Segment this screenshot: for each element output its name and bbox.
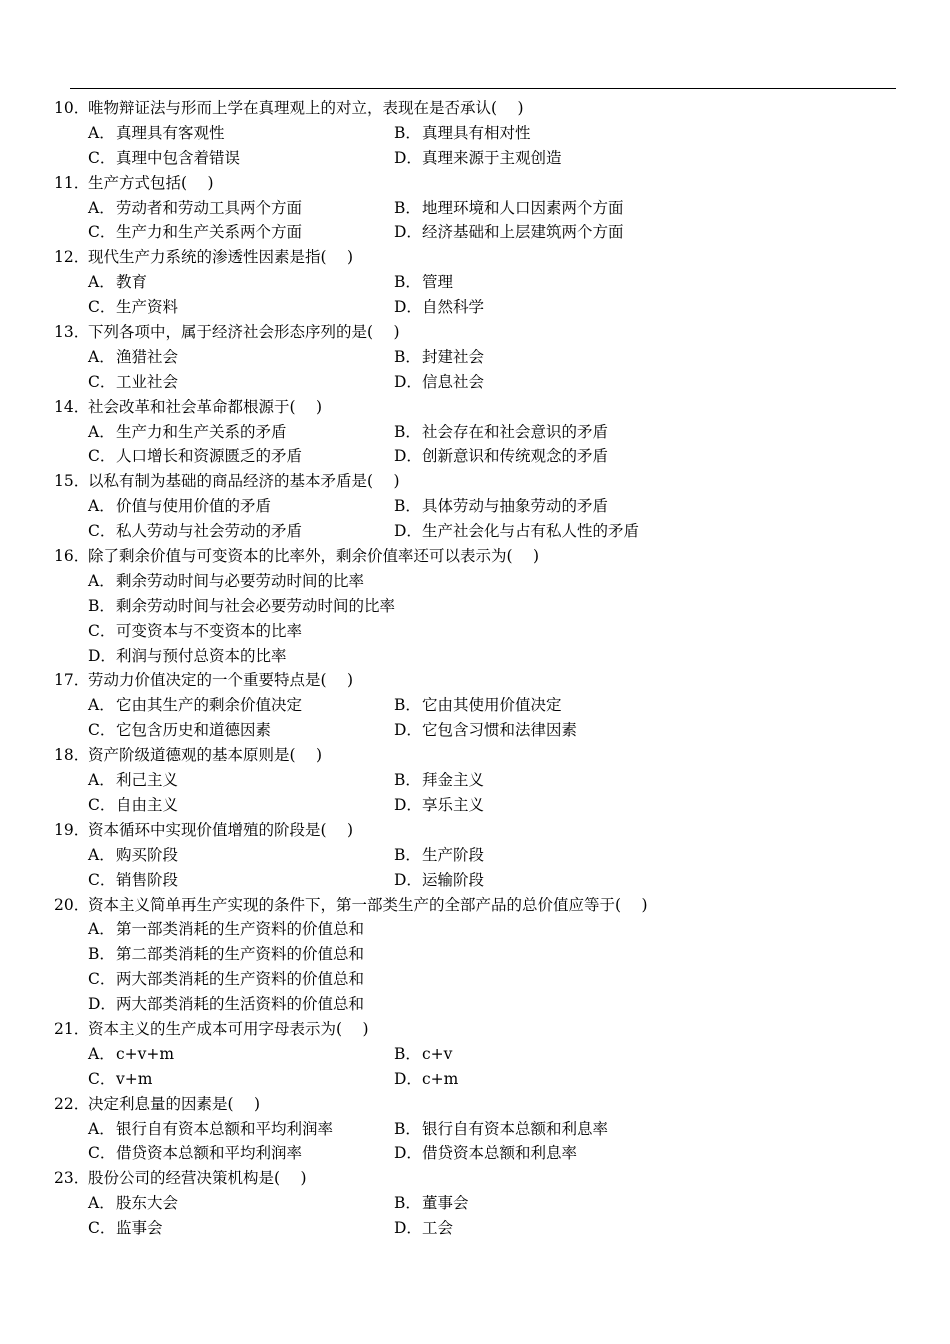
option-text: 具体劳动与抽象劳动的矛盾	[422, 497, 609, 516]
answer-option	[394, 121, 531, 146]
question-stem	[54, 320, 914, 345]
question-number: 21．	[54, 1019, 90, 1038]
answer-option	[88, 121, 394, 146]
answer-option	[88, 1067, 394, 1092]
option-text: 剩余劳动时间与必要劳动时间的比率	[116, 571, 365, 590]
answer-option	[88, 693, 394, 718]
option-label: B．	[394, 123, 421, 142]
option-text: c+v	[422, 1044, 453, 1063]
answer-option	[394, 1141, 577, 1166]
option-text: 享乐主义	[422, 795, 485, 814]
option-text: 购买阶段	[116, 845, 179, 864]
options-row	[54, 967, 914, 992]
options-row	[54, 868, 914, 893]
option-text: v+m	[116, 1069, 153, 1088]
option-label: D．	[394, 148, 422, 167]
question-stem	[54, 743, 914, 768]
option-label: D．	[394, 522, 422, 541]
option-text: 销售阶段	[116, 870, 179, 889]
option-text: 价值与使用价值的矛盾	[116, 497, 272, 516]
question-text: 资本主义简单再生产实现的条件下，第一部类生产的全部产品的总价值应等于( )	[88, 895, 648, 914]
option-text: 真理具有相对性	[422, 123, 531, 142]
answer-option	[394, 868, 484, 893]
answer-option	[394, 519, 639, 544]
option-text: 生产资料	[116, 298, 179, 317]
answer-option	[88, 494, 394, 519]
answer-option	[394, 793, 484, 818]
question-stem	[54, 1017, 914, 1042]
question-number: 15．	[54, 472, 90, 491]
options-row	[54, 1141, 914, 1166]
answer-option	[88, 146, 394, 171]
answer-option	[88, 1042, 394, 1067]
question-number: 19．	[54, 820, 90, 839]
question-text: 资产阶级道德观的基本原则是( )	[88, 746, 323, 765]
option-label: D．	[88, 995, 116, 1014]
option-text: 生产力和生产关系的矛盾	[116, 422, 287, 441]
option-text: 真理具有客观性	[116, 123, 225, 142]
options-row	[54, 843, 914, 868]
options-row	[54, 693, 914, 718]
option-text: 第一部类消耗的生产资料的价值总和	[116, 920, 365, 939]
question-number: 18．	[54, 746, 90, 765]
answer-option	[394, 345, 484, 370]
option-label: A．	[88, 273, 115, 292]
option-text: 股东大会	[116, 1194, 179, 1213]
question-text: 以私有制为基础的商品经济的基本矛盾是( )	[88, 472, 400, 491]
answer-option	[394, 270, 453, 295]
options-row	[54, 121, 914, 146]
option-text: 经济基础和上层建筑两个方面	[422, 223, 624, 242]
question-number: 14．	[54, 397, 90, 416]
option-text: 借贷资本总额和利息率	[422, 1144, 578, 1163]
option-text: 监事会	[116, 1219, 163, 1238]
answer-option	[394, 843, 484, 868]
question-stem	[54, 171, 914, 196]
option-label: D．	[88, 646, 116, 665]
option-label: B．	[394, 198, 421, 217]
question-stem	[54, 469, 914, 494]
option-label: C．	[88, 1144, 116, 1163]
answer-option	[88, 444, 394, 469]
options-row	[54, 345, 914, 370]
options-row	[54, 619, 914, 644]
option-label: C．	[88, 721, 116, 740]
question-text: 资本主义的生产成本可用字母表示为( )	[88, 1019, 369, 1038]
answer-option	[88, 619, 302, 644]
answer-option	[88, 420, 394, 445]
option-text: 信息社会	[422, 372, 485, 391]
question-stem	[54, 395, 914, 420]
answer-option	[394, 1191, 469, 1216]
option-label: D．	[394, 870, 422, 889]
option-text: 它包含历史和道德因素	[116, 721, 272, 740]
option-label: A．	[88, 1044, 115, 1063]
options-row	[54, 220, 914, 245]
answer-option	[394, 1042, 452, 1067]
option-text: 生产力和生产关系两个方面	[116, 223, 303, 242]
answer-option	[88, 196, 394, 221]
options-row	[54, 1067, 914, 1092]
options-row	[54, 992, 914, 1017]
option-label: A．	[88, 1194, 115, 1213]
question-text: 唯物辩证法与形而上学在真理观上的对立，表现在是否承认( )	[88, 99, 524, 117]
option-text: 银行自有资本总额和利息率	[422, 1119, 609, 1138]
options-row	[54, 494, 914, 519]
option-text: 可变资本与不变资本的比率	[116, 621, 303, 640]
option-label: A．	[88, 696, 115, 715]
option-text: 它包含习惯和法律因素	[422, 721, 578, 740]
option-text: 两大部类消耗的生活资料的价值总和	[116, 995, 365, 1014]
options-row	[54, 768, 914, 793]
option-label: A．	[88, 571, 115, 590]
question-stem	[54, 818, 914, 843]
answer-option	[88, 793, 394, 818]
option-label: D．	[394, 223, 422, 242]
option-text: 生产阶段	[422, 845, 485, 864]
options-row	[54, 1191, 914, 1216]
answer-option	[88, 868, 394, 893]
options-row	[54, 917, 914, 942]
option-text: 董事会	[422, 1194, 469, 1213]
question-number: 16．	[54, 547, 90, 566]
option-label: C．	[88, 372, 116, 391]
option-label: A．	[88, 1119, 115, 1138]
option-text: 创新意识和传统观念的矛盾	[422, 447, 609, 466]
option-text: 剩余劳动时间与社会必要劳动时间的比率	[116, 596, 396, 615]
answer-option	[394, 370, 484, 395]
question-text: 下列各项中，属于经济社会形态序列的是( )	[88, 323, 400, 342]
answer-option	[394, 220, 624, 245]
option-label: B．	[394, 273, 421, 292]
option-label: B．	[394, 497, 421, 516]
option-text: 私人劳动与社会劳动的矛盾	[116, 522, 303, 541]
option-label: C．	[88, 223, 116, 242]
answer-option	[88, 295, 394, 320]
question-number: 17．	[54, 671, 90, 690]
option-label: B．	[394, 347, 421, 366]
question-stem	[54, 245, 914, 270]
option-text: 利己主义	[116, 771, 179, 790]
answer-option	[394, 768, 484, 793]
options-row	[54, 1117, 914, 1142]
answer-option	[88, 967, 364, 992]
question-stem	[54, 1092, 914, 1117]
options-row	[54, 1042, 914, 1067]
option-label: D．	[394, 447, 422, 466]
option-label: A．	[88, 920, 115, 939]
question-number: 23．	[54, 1169, 90, 1188]
question-number: 11．	[54, 173, 90, 192]
option-text: 银行自有资本总额和平均利润率	[116, 1119, 334, 1138]
option-label: D．	[394, 1069, 422, 1088]
answer-option	[88, 1141, 394, 1166]
option-text: 封建社会	[422, 347, 485, 366]
option-label: D．	[394, 721, 422, 740]
question-text: 决定利息量的因素是( )	[88, 1094, 261, 1113]
option-text: 自由主义	[116, 795, 179, 814]
option-text: 它由其使用价值决定	[422, 696, 562, 715]
option-text: 真理来源于主观创造	[422, 148, 562, 167]
option-text: 社会存在和社会意识的矛盾	[422, 422, 609, 441]
option-text: 渔猎社会	[116, 347, 179, 366]
option-label: B．	[394, 1119, 421, 1138]
question-text: 社会改革和社会革命都根源于( )	[88, 397, 323, 416]
option-text: 管理	[422, 273, 454, 292]
answer-option	[88, 594, 395, 619]
answer-option	[88, 718, 394, 743]
option-label: A．	[88, 497, 115, 516]
option-text: 工会	[422, 1219, 454, 1238]
option-label: C．	[88, 298, 116, 317]
question-text: 股份公司的经营决策机构是( )	[88, 1169, 307, 1188]
question-text: 除了剩余价值与可变资本的比率外，剩余价值率还可以表示为( )	[88, 547, 540, 566]
answer-option	[88, 370, 394, 395]
option-label: A．	[88, 123, 115, 142]
answer-option	[88, 220, 394, 245]
answer-option	[88, 942, 364, 967]
question-text: 生产方式包括( )	[88, 173, 214, 192]
option-text: 生产社会化与占有私人性的矛盾	[422, 522, 640, 541]
option-label: C．	[88, 148, 116, 167]
option-label: B．	[394, 422, 421, 441]
option-text: c+v+m	[116, 1044, 175, 1063]
answer-option	[88, 1117, 394, 1142]
option-label: D．	[394, 1144, 422, 1163]
question-stem	[54, 668, 914, 693]
question-text: 劳动力价值决定的一个重要特点是( )	[88, 671, 354, 690]
option-label: B．	[88, 945, 115, 964]
answer-option	[394, 1067, 458, 1092]
answer-option	[394, 420, 608, 445]
answer-option	[88, 345, 394, 370]
options-row	[54, 420, 914, 445]
header-rule	[70, 88, 896, 89]
answer-option	[88, 992, 364, 1017]
option-label: C．	[88, 970, 116, 989]
question-list	[54, 96, 914, 1241]
question-number: 20．	[54, 895, 90, 914]
options-row	[54, 942, 914, 967]
question-stem	[54, 893, 914, 918]
option-label: A．	[88, 347, 115, 366]
question-text: 资本循环中实现价值增殖的阶段是( )	[88, 820, 354, 839]
option-text: 工业社会	[116, 372, 179, 391]
option-label: B．	[394, 696, 421, 715]
options-row	[54, 644, 914, 669]
option-label: B．	[88, 596, 115, 615]
answer-option	[88, 917, 364, 942]
options-row	[54, 270, 914, 295]
answer-option	[88, 519, 394, 544]
options-row	[54, 519, 914, 544]
answer-option	[88, 1191, 394, 1216]
option-text: 利润与预付总资本的比率	[116, 646, 287, 665]
answer-option	[88, 644, 287, 669]
option-text: 真理中包含着错误	[116, 148, 241, 167]
option-label: D．	[394, 1219, 422, 1238]
answer-option	[88, 768, 394, 793]
option-label: A．	[88, 422, 115, 441]
option-label: A．	[88, 771, 115, 790]
options-row	[54, 718, 914, 743]
answer-option	[394, 494, 608, 519]
answer-option	[394, 1117, 608, 1142]
answer-option	[394, 146, 562, 171]
answer-option	[88, 270, 394, 295]
option-label: B．	[394, 1194, 421, 1213]
option-label: C．	[88, 522, 116, 541]
option-text: 拜金主义	[422, 771, 485, 790]
option-label: C．	[88, 1069, 116, 1088]
option-label: B．	[394, 1044, 421, 1063]
option-text: 两大部类消耗的生产资料的价值总和	[116, 970, 365, 989]
options-row	[54, 295, 914, 320]
option-text: 教育	[116, 273, 148, 292]
option-label: B．	[394, 845, 421, 864]
answer-option	[88, 1216, 394, 1241]
option-text: 自然科学	[422, 298, 485, 317]
option-text: 借贷资本总额和平均利润率	[116, 1144, 303, 1163]
option-label: D．	[394, 298, 422, 317]
option-text: 运输阶段	[422, 870, 485, 889]
options-row	[54, 594, 914, 619]
options-row	[54, 196, 914, 221]
option-label: A．	[88, 845, 115, 864]
options-row	[54, 146, 914, 171]
answer-option	[394, 693, 562, 718]
options-row	[54, 569, 914, 594]
answer-option	[394, 718, 577, 743]
answer-option	[394, 1216, 453, 1241]
option-label: A．	[88, 198, 115, 217]
option-label: D．	[394, 372, 422, 391]
answer-option	[88, 569, 364, 594]
option-label: C．	[88, 621, 116, 640]
option-label: C．	[88, 795, 116, 814]
option-label: D．	[394, 795, 422, 814]
option-label: B．	[394, 771, 421, 790]
options-row	[54, 793, 914, 818]
option-text: 地理环境和人口因素两个方面	[422, 198, 624, 217]
option-label: C．	[88, 447, 116, 466]
answer-option	[394, 444, 608, 469]
answer-option	[394, 295, 484, 320]
question-text: 现代生产力系统的渗透性因素是指( )	[88, 248, 354, 267]
question-number: 12．	[54, 248, 90, 267]
option-text: 第二部类消耗的生产资料的价值总和	[116, 945, 365, 964]
options-row	[54, 1216, 914, 1241]
options-row	[54, 370, 914, 395]
options-row	[54, 444, 914, 469]
question-stem	[54, 96, 914, 121]
option-text: c+m	[422, 1069, 459, 1088]
option-text: 人口增长和资源匮乏的矛盾	[116, 447, 303, 466]
question-stem	[54, 1166, 914, 1191]
question-number: 10．	[54, 99, 90, 117]
question-number: 13．	[54, 323, 90, 342]
question-stem	[54, 544, 914, 569]
option-text: 劳动者和劳动工具两个方面	[116, 198, 303, 217]
question-number: 22．	[54, 1094, 90, 1113]
option-label: C．	[88, 1219, 116, 1238]
answer-option	[88, 843, 394, 868]
answer-option	[394, 196, 624, 221]
option-text: 它由其生产的剩余价值决定	[116, 696, 303, 715]
option-label: C．	[88, 870, 116, 889]
